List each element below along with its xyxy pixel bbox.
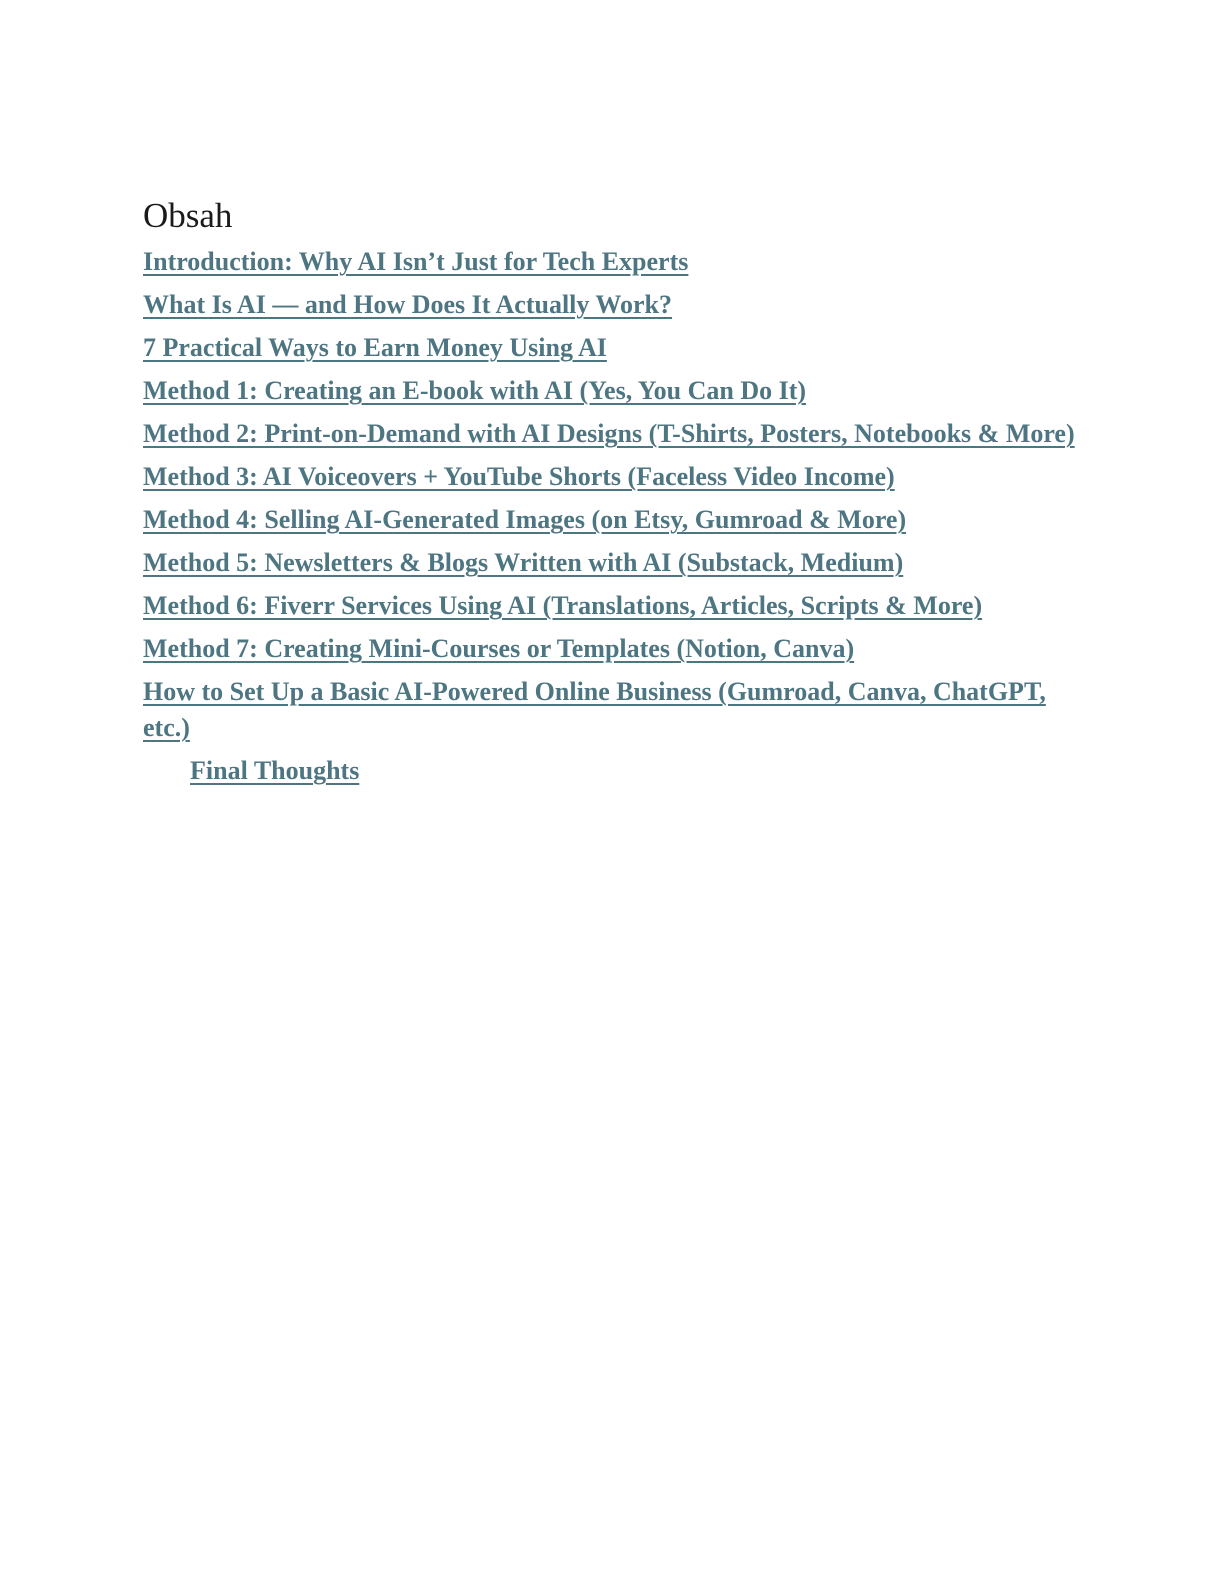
toc-link-method-5[interactable]: Method 5: Newsletters & Blogs Written with AI (Substack, Medium) xyxy=(143,548,904,578)
toc-link-setup-business[interactable]: How to Set Up a Basic AI-Powered Online Business (Gumroad, Canva, ChatGPT, etc.) xyxy=(143,677,1046,743)
toc-link-method-1[interactable]: Method 1: Creating an E-book with AI (Yes, You Can Do It) xyxy=(143,376,807,406)
toc-entry xyxy=(143,459,1083,495)
page-title: Obsah xyxy=(143,196,233,235)
toc-entry xyxy=(143,674,1083,746)
toc-entry xyxy=(143,588,1083,624)
toc-link-7-practical-ways[interactable]: 7 Practical Ways to Earn Money Using AI xyxy=(143,333,607,363)
toc-link-what-is-ai[interactable]: What Is AI — and How Does It Actually Work? xyxy=(143,290,672,320)
toc-entry xyxy=(143,287,1083,323)
toc-entry xyxy=(143,416,1083,452)
toc-entry xyxy=(143,753,1083,789)
toc-entry xyxy=(143,244,1083,280)
toc-entry xyxy=(143,330,1083,366)
toc-link-introduction[interactable]: Introduction: Why AI Isn’t Just for Tech Experts xyxy=(143,247,689,277)
toc-entry xyxy=(143,373,1083,409)
toc-link-method-2[interactable]: Method 2: Print-on-Demand with AI Designs (T-Shirts, Posters, Notebooks & More) xyxy=(143,419,1075,449)
toc-link-method-7[interactable]: Method 7: Creating Mini-Courses or Templates (Notion, Canva) xyxy=(143,634,855,664)
toc-link-method-6[interactable]: Method 6: Fiverr Services Using AI (Translations, Articles, Scripts & More) xyxy=(143,591,983,621)
toc-link-method-3[interactable]: Method 3: AI Voiceovers + YouTube Shorts (Faceless Video Income) xyxy=(143,462,895,492)
toc-link-final-thoughts[interactable]: Final Thoughts xyxy=(190,756,360,786)
toc-entry xyxy=(143,631,1083,667)
table-of-contents xyxy=(143,244,1083,789)
toc-link-method-4[interactable]: Method 4: Selling AI-Generated Images (on Etsy, Gumroad & More) xyxy=(143,505,907,535)
toc-entry xyxy=(143,502,1083,538)
toc-entry xyxy=(143,545,1083,581)
